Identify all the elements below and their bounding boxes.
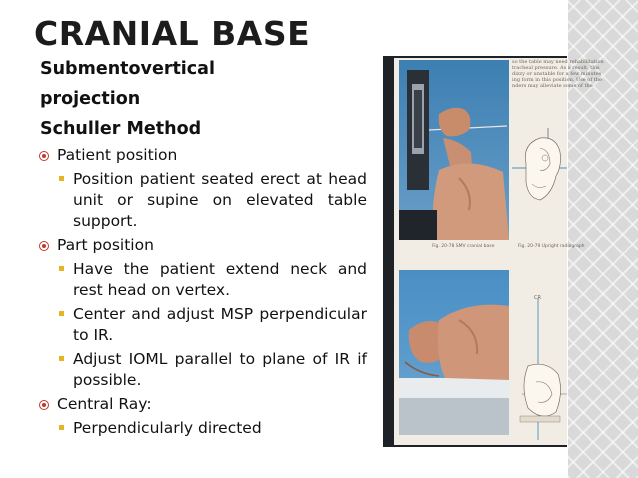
list-item [37, 349, 367, 391]
list-item [37, 304, 367, 346]
list-item [37, 169, 367, 232]
skull-diagram-upright [512, 124, 567, 234]
section-label: Part position [57, 236, 154, 254]
list-item [37, 259, 367, 301]
bullet-list [37, 145, 367, 442]
square-bullet-icon [59, 266, 64, 271]
subtitle-line-2: projection [40, 89, 141, 109]
circle-bullet-icon [39, 400, 49, 410]
list-item-text: Have the patient extend neck and rest head on vertex. [73, 260, 367, 299]
book-text-line: ing form in this position. Use of the [512, 77, 602, 83]
figure-caption-right: Fig. 20-79 Upright radiograph [518, 244, 585, 249]
square-bullet-icon [59, 311, 64, 316]
book-text-line: dizzy or unstable for a few minutes [512, 71, 602, 77]
section-label: Central Ray: [57, 395, 152, 413]
book-text-line: nders may alleviate some of the [512, 83, 593, 89]
textbook-photo [383, 56, 604, 447]
list-item-text: Center and adjust MSP perpendicular to IR. [73, 305, 367, 344]
supine-patient-photo [399, 270, 509, 435]
section-label: Patient position [57, 146, 178, 164]
skull-diagram-supine [512, 290, 567, 450]
square-bullet-icon [59, 425, 64, 430]
section-part-position [37, 235, 367, 255]
section-central-ray [37, 394, 367, 414]
figure-caption-left: Fig. 20-78 SMV cranial base [432, 244, 495, 249]
circle-bullet-icon [39, 151, 49, 161]
book-text-line: so the table may need rehabilitation [512, 59, 604, 65]
square-bullet-icon [59, 176, 64, 181]
central-ray-label: CR [534, 295, 541, 301]
list-item [37, 418, 367, 439]
upright-patient-illustration [399, 60, 509, 240]
circle-bullet-icon [39, 241, 49, 251]
list-item-text: Perpendicularly directed [73, 419, 262, 437]
book-page [394, 58, 604, 445]
square-bullet-icon [59, 356, 64, 361]
book-text-line: tracheal pressure. As a result, this [512, 65, 600, 71]
list-item-text: Position patient seated erect at head unit or supine on elevated table support. [73, 170, 367, 230]
supine-patient-illustration [399, 270, 509, 435]
subtitle-line-3: Schuller Method [40, 119, 202, 139]
section-patient-position [37, 145, 367, 165]
slide-title: CRANIAL BASE [34, 14, 311, 53]
subtitle-line-1: Submentovertical [40, 59, 215, 79]
upright-patient-photo [399, 60, 509, 240]
list-item-text: Adjust IOML parallel to plane of IR if possible. [73, 350, 367, 389]
